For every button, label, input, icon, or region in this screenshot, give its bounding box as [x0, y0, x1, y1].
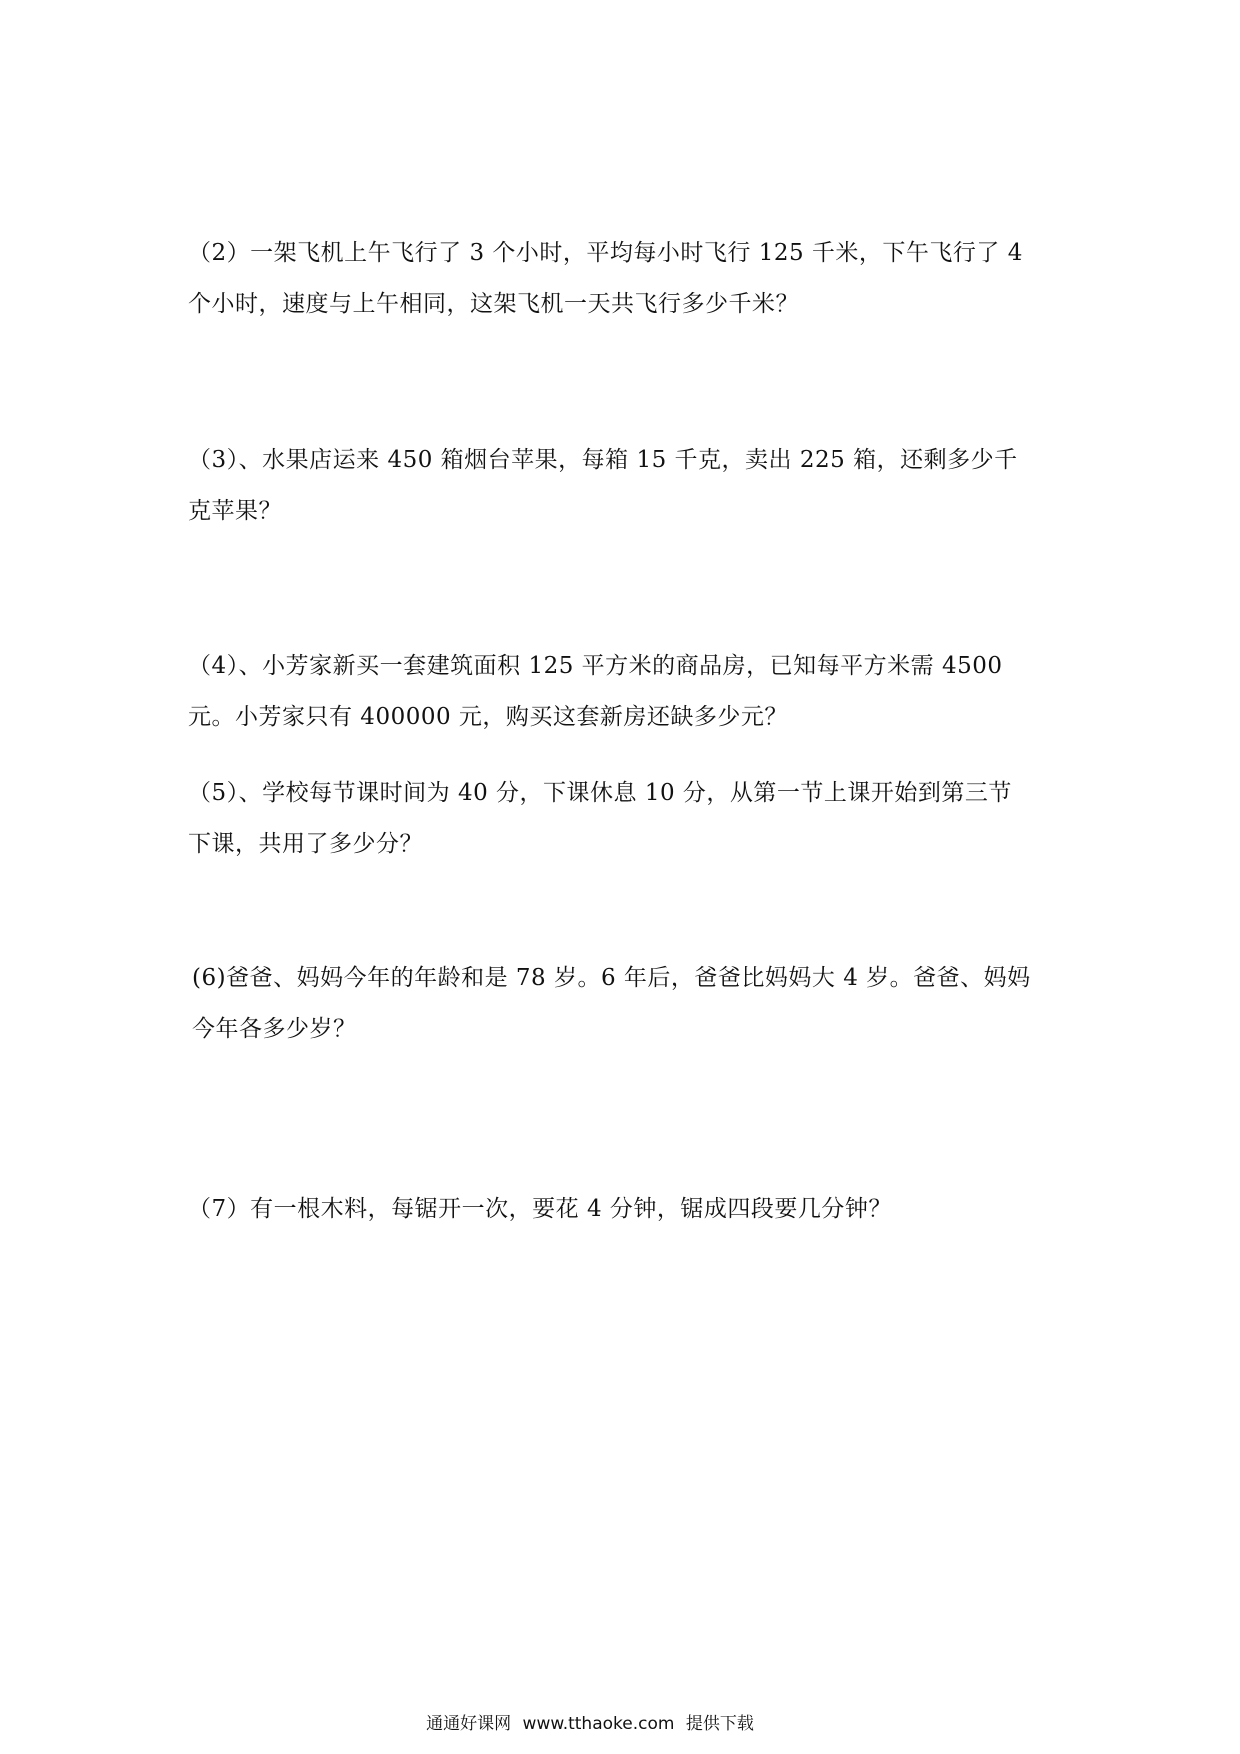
- footer-suffix: 提供下载: [685, 1714, 754, 1734]
- problem-4: [188, 641, 1068, 743]
- page-footer: [0, 1712, 1210, 1736]
- problem-4-line-2: 元。小芳家只有 400000 元，购买这套新房还缺多少元？: [188, 704, 788, 730]
- problem-4-line-1: （4）、小芳家新买一套建筑面积 125 平方米的商品房，已知每平方米需 4500: [188, 653, 1003, 679]
- problem-5-line-1: （5）、学校每节课时间为 40 分，下课休息 10 分，从第一节上课开始到第三节: [188, 780, 1012, 806]
- problem-6-line-2: 今年各多少岁？: [192, 1016, 357, 1042]
- problem-2-line-1: （2）一架飞机上午飞行了 3 个小时，平均每小时飞行 125 千米，下午飞行了 4: [188, 240, 1023, 266]
- problem-6: [192, 953, 1072, 1055]
- problem-3-line-2: 克苹果？: [188, 498, 282, 524]
- footer-url-link[interactable]: www.tthaoke.com: [522, 1714, 675, 1734]
- problem-6-line-1: (6)爸爸、妈妈今年的年龄和是 78 岁。6 年后，爸爸比妈妈大 4 岁。爸爸、妈妈: [192, 965, 1031, 991]
- problem-5: [188, 768, 1068, 870]
- problem-7-line-1: （7）有一根木料，每锯开一次，要花 4 分钟，锯成四段要几分钟？: [188, 1196, 892, 1222]
- problem-5-line-2: 下课，共用了多少分？: [188, 831, 423, 857]
- problem-2: [188, 228, 1068, 330]
- problem-3: [188, 435, 1068, 537]
- problem-7: [188, 1184, 1068, 1235]
- footer-site-name: 通通好课网: [426, 1714, 512, 1734]
- problem-2-line-2: 个小时，速度与上午相同，这架飞机一天共飞行多少千米？: [188, 291, 799, 317]
- problem-3-line-1: （3）、水果店运来 450 箱烟台苹果，每箱 15 千克，卖出 225 箱，还剩多少千: [188, 447, 1018, 473]
